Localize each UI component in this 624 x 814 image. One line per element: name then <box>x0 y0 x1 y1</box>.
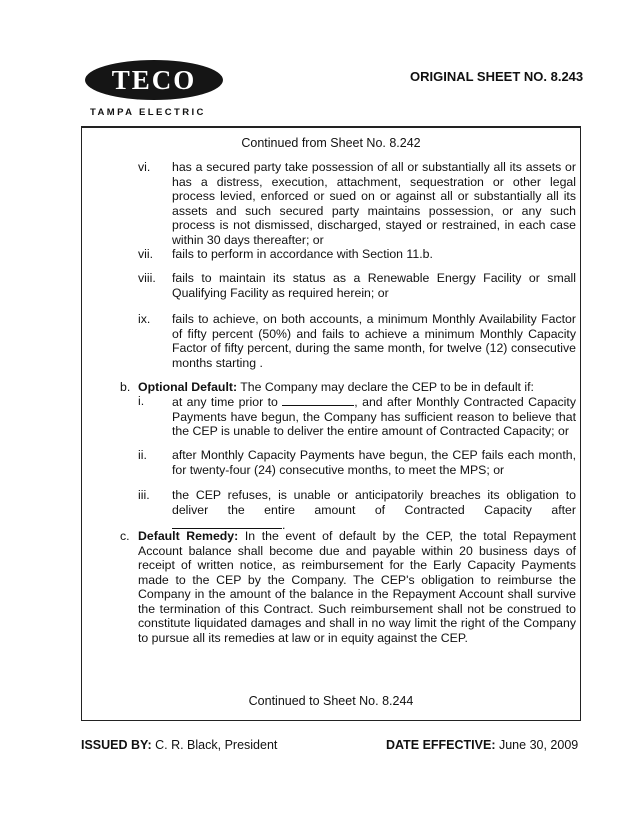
list-item: fails to achieve, on both accounts, a minimum Monthly Availability Factor of fifty percent (50%) and fails to achieve a minimum Monthly Capacity Factor of fifty percent, during the same month, for twelve (12) consecutive months starting . <box>172 312 576 370</box>
issued-by-value: C. R. Black, President <box>155 738 278 752</box>
sheet-number: ORIGINAL SHEET NO. 8.243 <box>410 69 584 84</box>
date-effective <box>386 738 578 752</box>
item-text: at any time prior to <box>172 395 278 409</box>
item-number: i. <box>138 394 145 408</box>
teco-logo <box>85 60 223 100</box>
item-number: ix. <box>138 312 151 326</box>
list-item <box>172 488 576 533</box>
issued-by <box>81 738 277 752</box>
list-item: fails to maintain its status as a Renewable Energy Facility or small Qualifying Facility as required herein; or <box>172 271 576 300</box>
continued-to: Continued to Sheet No. 8.244 <box>248 694 414 708</box>
section-label: b. <box>120 380 131 394</box>
list-item: after Monthly Capacity Payments have begun, the CEP fails each month, for twenty-four (24) consecutive months, to meet the MPS; or <box>172 448 576 477</box>
list-item: fails to perform in accordance with Section 11.b. <box>172 247 433 261</box>
list-item <box>172 394 576 439</box>
section-b-heading <box>138 380 576 395</box>
item-number: viii. <box>138 271 156 285</box>
section-c-text: In the event of default by the CEP, the total Repayment Account balance shall become due and payable within 20 business days of receipt of written notice, as reimbursement for the Early Capacity Payments made to the CEP by the Company. The CEP's obligation to reimburse the Company in the amount of the balance in the Repayment Account shall survive the termination of this Contract. Such reimbursement shall not be construed to constitute liquidated damages and shall in no way limit the right of the Company to pursue all its remedies at law or in equity against the CEP. <box>138 529 577 645</box>
section-c-paragraph <box>138 529 576 645</box>
section-b-lead: Optional Default: <box>138 380 238 394</box>
date-effective-value: June 30, 2009 <box>498 738 579 752</box>
blank-line <box>172 517 282 529</box>
date-effective-label: DATE EFFECTIVE: <box>386 738 496 752</box>
item-text: the CEP refuses, is unable or anticipatorily breaches its obligation to deliver the entire amount of Contracted Capacity after <box>172 488 576 517</box>
item-text: . <box>282 518 286 532</box>
logo-text: TECO <box>111 65 197 95</box>
issued-by-label: ISSUED BY: <box>81 738 152 752</box>
logo-subtitle: TAMPA ELECTRIC <box>90 107 206 118</box>
section-label: c. <box>120 529 130 543</box>
item-number: iii. <box>138 488 150 502</box>
item-number: vi. <box>138 160 151 174</box>
content-frame <box>81 126 581 721</box>
section-c-lead: Default Remedy: <box>138 529 239 543</box>
list-item: has a secured party take possession of all or substantially all its assets or has a distress, execution, attachment, sequestration or other legal process levied, enforced or sued on or against all or substantially all its assets and such secured party maintains possession, or any such process is not dismissed, discharged, stayed or restrained, in each case within 30 days thereafter; or <box>172 160 576 247</box>
item-number: ii. <box>138 448 147 462</box>
blank-line <box>282 394 354 406</box>
continued-from: Continued from Sheet No. 8.242 <box>241 136 421 150</box>
section-b-text: The Company may declare the CEP to be in default if: <box>240 380 534 394</box>
item-text: , and after Monthly Contracted Capacity Payments have begun, the Company has sufficient reason to believe that the CEP is unable to deliver the entire amount of Contracted Capacity; or <box>172 395 576 438</box>
item-number: vii. <box>138 247 154 261</box>
